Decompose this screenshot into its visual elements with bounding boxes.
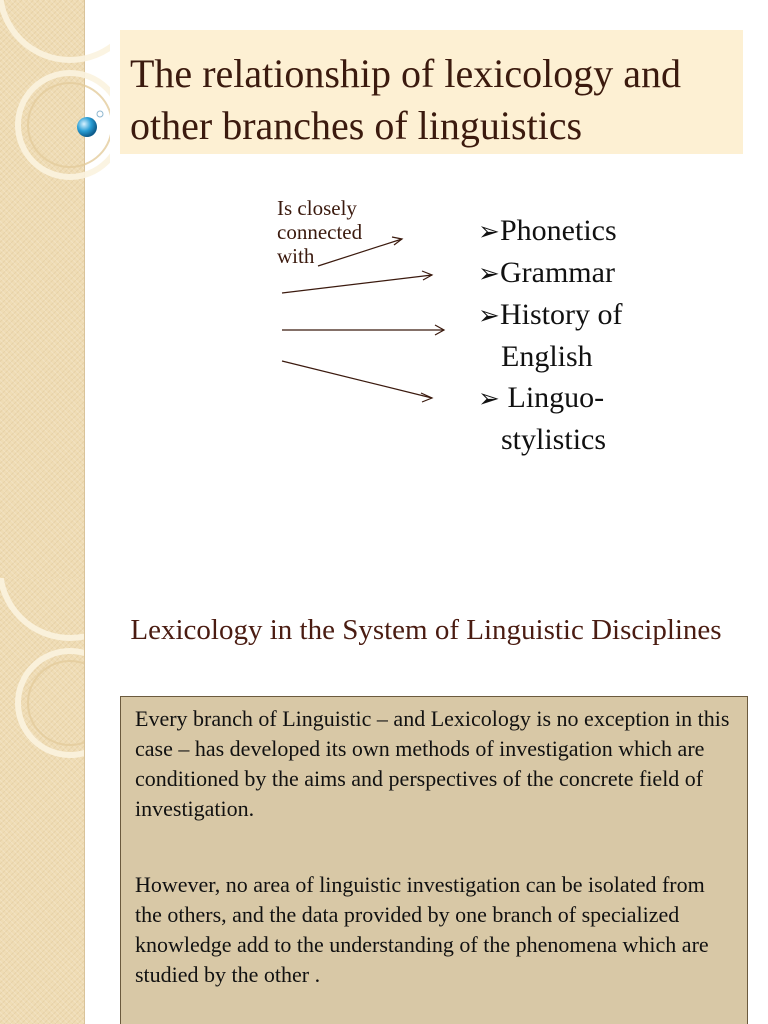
connector-arrows [270, 225, 460, 410]
ring-decoration-icon [0, 0, 110, 578]
branch-list [478, 210, 623, 460]
text-box [120, 696, 748, 1024]
branch-label-continuation: stylistics [501, 423, 607, 456]
branch-label: Grammar [500, 256, 615, 289]
title-box [120, 30, 743, 154]
arrow-line-4 [282, 361, 432, 398]
decorative-side-strip [0, 0, 85, 578]
list-item [478, 377, 623, 460]
branch-label: Phonetics [500, 214, 617, 247]
connection-label: Is closely connected with [277, 196, 363, 268]
arrow-line-2 [282, 275, 432, 293]
branch-label: Linguo- [500, 381, 605, 414]
arrow-bullet-icon: ➢ [478, 301, 500, 330]
slide-2 [0, 578, 768, 1024]
list-item [478, 210, 623, 252]
branch-label-continuation: English [501, 340, 593, 373]
ring-decoration-icon [0, 578, 84, 1024]
arrow-line-1 [318, 239, 402, 266]
decorative-side-strip [0, 578, 85, 1024]
branch-label: History of [500, 298, 623, 331]
paragraph: Every branch of Linguistic – and Lexicology is no exception in this case – has developed its own methods of investigation which are conditioned by the aims and perspectives of the concrete field of investigation. [135, 706, 730, 821]
blue-orb-icon [77, 117, 97, 137]
slide-title: The relationship of lexicology and other branches of linguistics [130, 51, 681, 148]
arrow-bullet-icon: ➢ [478, 259, 500, 288]
arrowhead-4 [421, 393, 432, 402]
arrow-bullet-icon: ➢ [478, 384, 500, 413]
arrow-bullet-icon: ➢ [478, 217, 500, 246]
list-item [478, 252, 623, 294]
slide-title: Lexicology in the System of Linguistic Disciplines [130, 614, 722, 646]
list-item [478, 294, 623, 377]
paragraph: However, no area of linguistic investigation can be isolated from the others, and the data provided by one branch of specialized knowledge add to the understanding of the phenomena which are studied by the other . [135, 872, 709, 987]
